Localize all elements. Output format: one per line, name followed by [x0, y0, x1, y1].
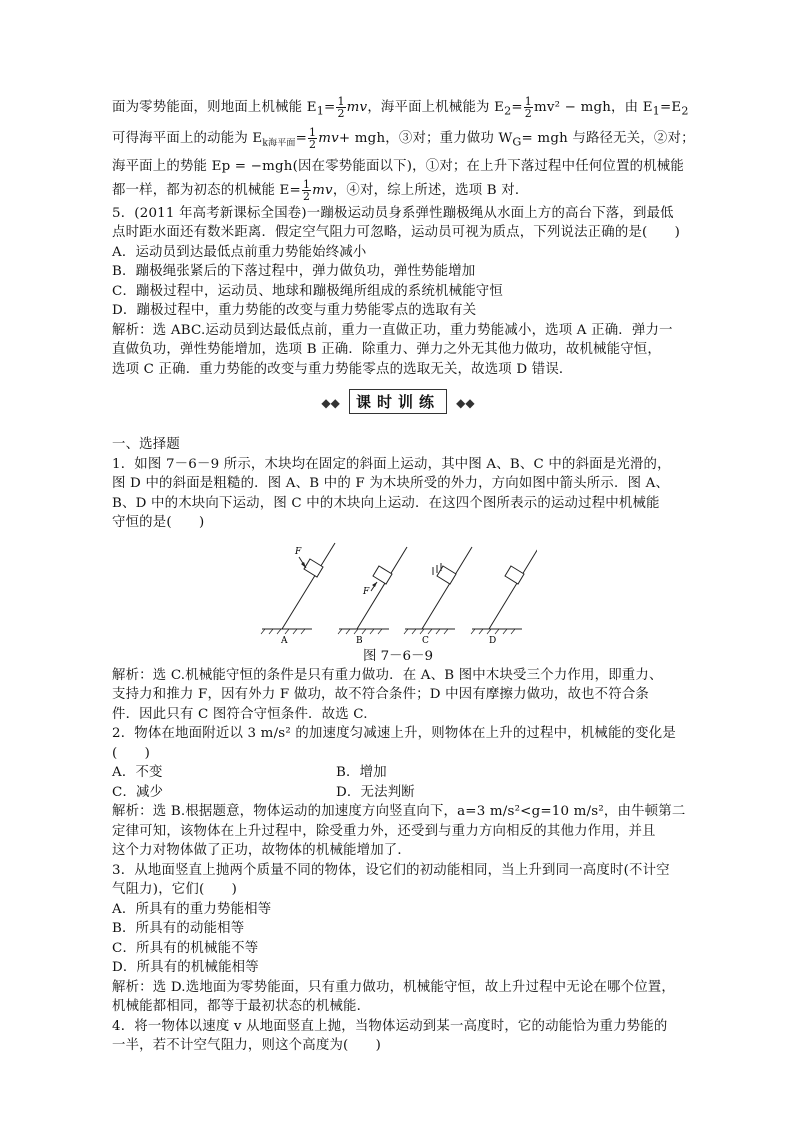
block-b: [373, 566, 392, 584]
incline-c: [422, 547, 472, 629]
figure-label-d: D: [489, 635, 497, 646]
fraction-numerator: 1: [337, 95, 345, 108]
fraction-denominator: 2: [524, 107, 532, 120]
incline-a: [282, 543, 335, 629]
fraction: [524, 96, 533, 119]
incline-d: [489, 547, 537, 629]
option-b: B．增加: [336, 765, 387, 781]
force-label: F: [363, 586, 370, 597]
answer-explanation: 选项 C 正确．重力势能的改变与重力势能零点的选取无关，故选项 D 错误．: [112, 361, 573, 377]
option-a: A．运动员到达最低点前重力势能始终减小: [112, 244, 367, 260]
fraction: [308, 127, 317, 150]
text-line: 海平面上的势能 Ep = −mgh(因在零势能面以下)，①对；在上升下落过程中任何位置的机械能: [112, 159, 684, 175]
option-a: A．不变: [112, 765, 163, 781]
document-page: [112, 94, 695, 1056]
block-c: [437, 566, 456, 584]
option-a: A．所具有的重力势能相等: [112, 901, 272, 917]
answer-explanation: 解析：选 B.根据题意，物体运动的加速度方向竖直向下，a=3 m/s²<g=10 m/s²，由牛顿第二: [112, 804, 686, 820]
answer-explanation: 解析：选 C.机械能守恒的条件是只有重力做功．在 A、B 图中木块受三个力作用，即重力、: [112, 667, 663, 683]
figure-caption: 图 7－6－9: [363, 648, 433, 664]
fraction-denominator: 2: [302, 189, 311, 203]
text-span: 都一样，都为初态的机械能 E=: [112, 182, 301, 198]
question-3-stem: 3．从地面竖直上抛两个质量不同的物体，设它们的初动能相同，当上升到同一高度时(不计空: [112, 862, 670, 878]
block-a: [304, 559, 323, 577]
question-1-stem: 守恒的是( ): [112, 515, 205, 531]
fraction-denominator: 2: [309, 137, 317, 151]
question-4-stem: 4．将一物体以速度 v 从地面竖直上抛，当物体运动到某一高度时，它的动能恰为重力势能的: [112, 1018, 668, 1034]
text-span: =: [511, 100, 523, 115]
text-span: =E: [659, 100, 682, 115]
text-line: [112, 177, 684, 204]
answer-explanation: 直做负功，弹性势能增加，选项 B 正确．除重力、弹力之外无其他力做功，故机械能守恒，: [112, 342, 661, 358]
question-1-stem: 1．如图 7－6－9 所示，木块均在固定的斜面上运动，其中图 A、B、C 中的斜面是光滑的，: [112, 456, 671, 472]
text-span: mv² − mgh，由 E: [534, 100, 653, 115]
text-span: + mgh，③对；重力做功 W: [338, 130, 513, 146]
option-d: D．蹦极过程中，重力势能的改变与重力势能零点的选取有关: [112, 303, 477, 319]
question-2-stem: 2．物体在地面附近以 3 m/s² 的加速度匀减速上升，则物体在上升的过程中，机械能的变化是: [112, 726, 676, 742]
answer-explanation: 件．因此只有 C 图符合守恒条件．故选 C.: [112, 706, 368, 722]
text-span: = mgh 与路径无关，②对；: [521, 130, 695, 146]
text-span: ，海平面上机械能为 E: [367, 100, 505, 115]
diamond-decoration: ◆◆: [321, 395, 340, 410]
subscript: 2: [504, 104, 512, 118]
option-d: D．无法判断: [336, 784, 415, 800]
option-d: D．所具有的机械能相等: [112, 960, 259, 976]
formula-text: mv: [318, 130, 339, 146]
text-line: [112, 125, 695, 158]
force-label: F: [295, 546, 302, 557]
option-c: C．所具有的机械能不等: [112, 940, 259, 956]
question-2-stem: ( ): [112, 745, 151, 761]
figure-label-a: A: [281, 635, 288, 646]
block-d: [505, 566, 524, 584]
answer-explanation: 定律可知，该物体在上升过程中，除受重力外，还受到与重力方向相反的其他力作用，并且: [112, 823, 656, 839]
answer-explanation: 支持力和推力 F，因有外力 F 做功，故不符合条件；D 中因有摩擦力做功，故也不符合条: [112, 687, 650, 703]
question-5-stem: 点时距水面还有数米距离．假定空气阻力可忽略，运动员可视为质点，下列说法正确的是( ): [112, 225, 681, 241]
fraction-denominator: 2: [337, 107, 345, 120]
text-span: 可得海平面上的动能为 E: [112, 130, 263, 146]
question-3-stem: 气阻力)，它们( ): [112, 882, 237, 898]
text-span: =: [295, 130, 308, 146]
figure-label-c: C: [422, 635, 429, 646]
answer-explanation: 这个力对物体做了正功，故物体的机械能增加了．: [112, 843, 411, 859]
section-banner: [112, 389, 684, 423]
fraction-numerator: 1: [524, 95, 532, 108]
option-c: C．减少: [112, 784, 164, 800]
text-line: [112, 94, 689, 125]
text-span: ，④对，综上所述，选项 B 对．: [332, 182, 529, 198]
fraction: [302, 179, 311, 202]
subscript: k海平面: [262, 138, 296, 149]
fraction-numerator: 1: [309, 125, 317, 139]
text-span: =: [324, 100, 336, 115]
text-span: 面为零势能面，则地面上机械能 E: [112, 100, 317, 115]
subscript: 1: [652, 104, 660, 118]
options-row: [112, 783, 684, 803]
option-c: C．蹦极过程中，运动员、地球和蹦极绳所组成的系统机械能守恒: [112, 283, 503, 299]
incline-figure: [112, 539, 684, 649]
option-b: B．蹦极绳张紧后的下落过程中，弹力做负功，弹性势能增加: [112, 264, 476, 280]
answer-explanation: 解析：选 ABC.运动员到达最低点前，重力一直做正功，重力势能减小，选项 A 正确．弹力一: [112, 322, 673, 338]
incline-diagram: [257, 539, 537, 647]
fraction: [336, 96, 345, 119]
options-row: [112, 763, 684, 783]
question-1-stem: B、D 中的木块向下运动，图 C 中的木块向上运动．在这四个图所表示的运动过程中机械能: [112, 495, 660, 511]
section-heading: 一、选择题: [112, 437, 180, 453]
fraction-numerator: 1: [302, 177, 311, 191]
option-b: B．所具有的动能相等: [112, 921, 245, 937]
question-1-stem: 图 D 中的斜面是粗糙的．图 A、B 中的 F 为木块所受的外力，方向如图中箭头所示．图 A、: [112, 476, 670, 492]
diamond-decoration: ◆◆: [456, 395, 475, 410]
subscript: 2: [681, 104, 689, 118]
subscript: 1: [316, 104, 325, 118]
formula-text: mv: [346, 100, 368, 115]
answer-explanation: 解析：选 D.选地面为零势能面，只有重力做功，机械能守恒，故上升过程中无论在哪个位置，: [112, 979, 675, 995]
question-4-stem: 一半，若不计空气阻力，则这个高度为( ): [112, 1038, 382, 1054]
subscript: G: [512, 135, 522, 149]
figure-label-b: B: [356, 635, 363, 646]
banner-title: 课时训练: [349, 389, 447, 414]
answer-explanation: 机械能都相同，都等于最初状态的机械能．: [112, 999, 371, 1015]
formula-text: mv: [312, 182, 333, 198]
question-5-stem: 5．(2011 年高考新课标全国卷)一蹦极运动员身系弹性蹦极绳从水面上方的高台下落，到最低: [112, 205, 674, 221]
